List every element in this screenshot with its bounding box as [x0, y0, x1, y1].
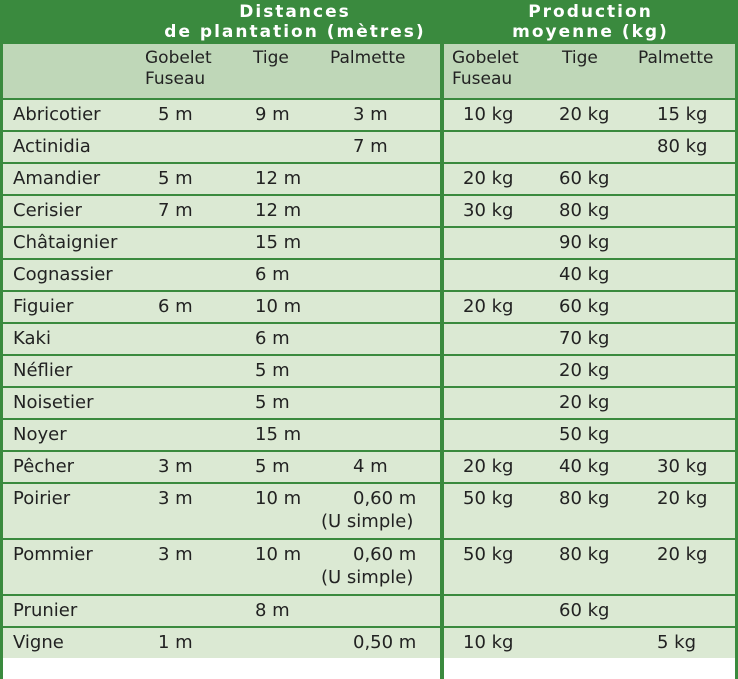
cell-production-tige: 60 kg [559, 296, 610, 317]
cell-distance-tige: 6 m [255, 328, 290, 349]
cell-production-tige: 60 kg [559, 168, 610, 189]
table-row [3, 324, 735, 354]
cell-distance-tige: 10 m [255, 296, 302, 317]
row-name: Kaki [13, 328, 51, 349]
table-row [3, 100, 735, 130]
cell-distance-tige: 5 m [255, 360, 290, 381]
cell-distance-tige: 10 m [255, 488, 302, 509]
cell-distance-tige: 15 m [255, 424, 302, 445]
cell-production-tige: 40 kg [559, 264, 610, 285]
cell-production-tige: 90 kg [559, 232, 610, 253]
production-title-line1: Production [528, 2, 653, 22]
table-row [3, 628, 735, 658]
cell-production-gobelet: 20 kg [463, 296, 514, 317]
row-name: Pêcher [13, 456, 75, 477]
cell-distance-tige: 6 m [255, 264, 290, 285]
cell-production-gobelet: 50 kg [463, 488, 514, 509]
left-border [0, 0, 3, 679]
header-corner [0, 44, 140, 98]
cell-distance-gobelet: 6 m [158, 296, 193, 317]
table-row [3, 292, 735, 322]
table-row [3, 452, 735, 482]
distances-title-line1: Distances [239, 2, 351, 22]
cell-production-tige: 40 kg [559, 456, 610, 477]
table-row [3, 420, 735, 450]
cell-distance-tige: 10 m [255, 544, 302, 565]
cell-production-palmette: 80 kg [657, 136, 708, 157]
row-name: Châtaignier [13, 232, 118, 253]
row-name: Figuier [13, 296, 74, 317]
middle-divider [440, 0, 444, 679]
table-row [3, 596, 735, 626]
table-row [3, 540, 735, 594]
cell-distance-gobelet: 3 m [158, 456, 193, 477]
distances-subheader [140, 44, 440, 98]
cell-production-gobelet: 30 kg [463, 200, 514, 221]
sub-gobelet-line2: Fuseau [145, 69, 206, 89]
cell-production-tige: 20 kg [559, 104, 610, 125]
cell-distance-palmette: 3 m [353, 104, 388, 125]
row-name: Abricotier [13, 104, 101, 125]
table-row [3, 228, 735, 258]
sub-tige-distance: Tige [253, 48, 289, 68]
cell-distance-palmette-note: (U simple) [321, 511, 414, 532]
cell-production-gobelet: 10 kg [463, 104, 514, 125]
cell-distance-gobelet: 5 m [158, 168, 193, 189]
row-name: Cerisier [13, 200, 82, 221]
sub-gobelet-production [452, 48, 519, 90]
cell-distance-tige: 5 m [255, 392, 290, 413]
cell-production-tige: 80 kg [559, 200, 610, 221]
cell-distance-palmette: 7 m [353, 136, 388, 157]
sub-gobelet-line1: Gobelet [145, 48, 212, 68]
cell-production-gobelet: 50 kg [463, 544, 514, 565]
table-row [3, 388, 735, 418]
cell-production-tige: 70 kg [559, 328, 610, 349]
production-title-line2: moyenne (kg) [512, 22, 669, 42]
table-row [3, 132, 735, 162]
cell-production-tige: 80 kg [559, 488, 610, 509]
cell-production-tige: 50 kg [559, 424, 610, 445]
distances-title-line2: de plantation (mètres) [164, 22, 426, 42]
cell-production-gobelet: 20 kg [463, 168, 514, 189]
row-name: Cognassier [13, 264, 113, 285]
sub-tige-production: Tige [562, 48, 598, 68]
sub-gobelet-prod-line2: Fuseau [452, 69, 513, 89]
cell-production-tige: 20 kg [559, 360, 610, 381]
sub-gobelet-distance [145, 48, 212, 90]
cell-distance-tige: 9 m [255, 104, 290, 125]
row-name: Amandier [13, 168, 101, 189]
row-name: Pommier [13, 544, 93, 565]
row-name: Poirier [13, 488, 71, 509]
row-name: Noisetier [13, 392, 94, 413]
cell-production-palmette: 30 kg [657, 456, 708, 477]
table-row [3, 260, 735, 290]
row-name: Noyer [13, 424, 67, 445]
sub-palmette-production: Palmette [638, 48, 714, 68]
cell-production-palmette: 15 kg [657, 104, 708, 125]
cell-distance-gobelet: 7 m [158, 200, 193, 221]
table-row [3, 196, 735, 226]
cell-distance-palmette: 0,60 m [353, 544, 417, 565]
cell-production-gobelet: 20 kg [463, 456, 514, 477]
cell-distance-tige: 12 m [255, 200, 302, 221]
production-subheader [444, 44, 735, 98]
cell-distance-palmette: 0,50 m [353, 632, 417, 653]
cell-distance-gobelet: 3 m [158, 488, 193, 509]
cell-production-gobelet: 10 kg [463, 632, 514, 653]
row-name: Vigne [13, 632, 64, 653]
cell-distance-tige: 8 m [255, 600, 290, 621]
production-header [443, 0, 738, 44]
cell-distance-palmette: 0,60 m [353, 488, 417, 509]
cell-distance-tige: 12 m [255, 168, 302, 189]
cell-distance-tige: 5 m [255, 456, 290, 477]
row-name: Actinidia [13, 136, 91, 157]
cell-distance-palmette-note: (U simple) [321, 567, 414, 588]
cell-production-palmette: 5 kg [657, 632, 697, 653]
table-row [3, 484, 735, 538]
sub-gobelet-prod-line1: Gobelet [452, 48, 519, 68]
cell-distance-gobelet: 3 m [158, 544, 193, 565]
cell-distance-gobelet: 1 m [158, 632, 193, 653]
row-name: Prunier [13, 600, 78, 621]
table-row [3, 356, 735, 386]
cell-distance-tige: 15 m [255, 232, 302, 253]
cell-production-palmette: 20 kg [657, 544, 708, 565]
cell-distance-palmette: 4 m [353, 456, 388, 477]
sub-palmette-distance: Palmette [330, 48, 406, 68]
cell-production-tige: 80 kg [559, 544, 610, 565]
cell-production-tige: 60 kg [559, 600, 610, 621]
cell-distance-gobelet: 5 m [158, 104, 193, 125]
row-name: Néflier [13, 360, 73, 381]
cell-production-tige: 20 kg [559, 392, 610, 413]
table-row [3, 164, 735, 194]
distances-header [0, 0, 440, 44]
cell-production-palmette: 20 kg [657, 488, 708, 509]
